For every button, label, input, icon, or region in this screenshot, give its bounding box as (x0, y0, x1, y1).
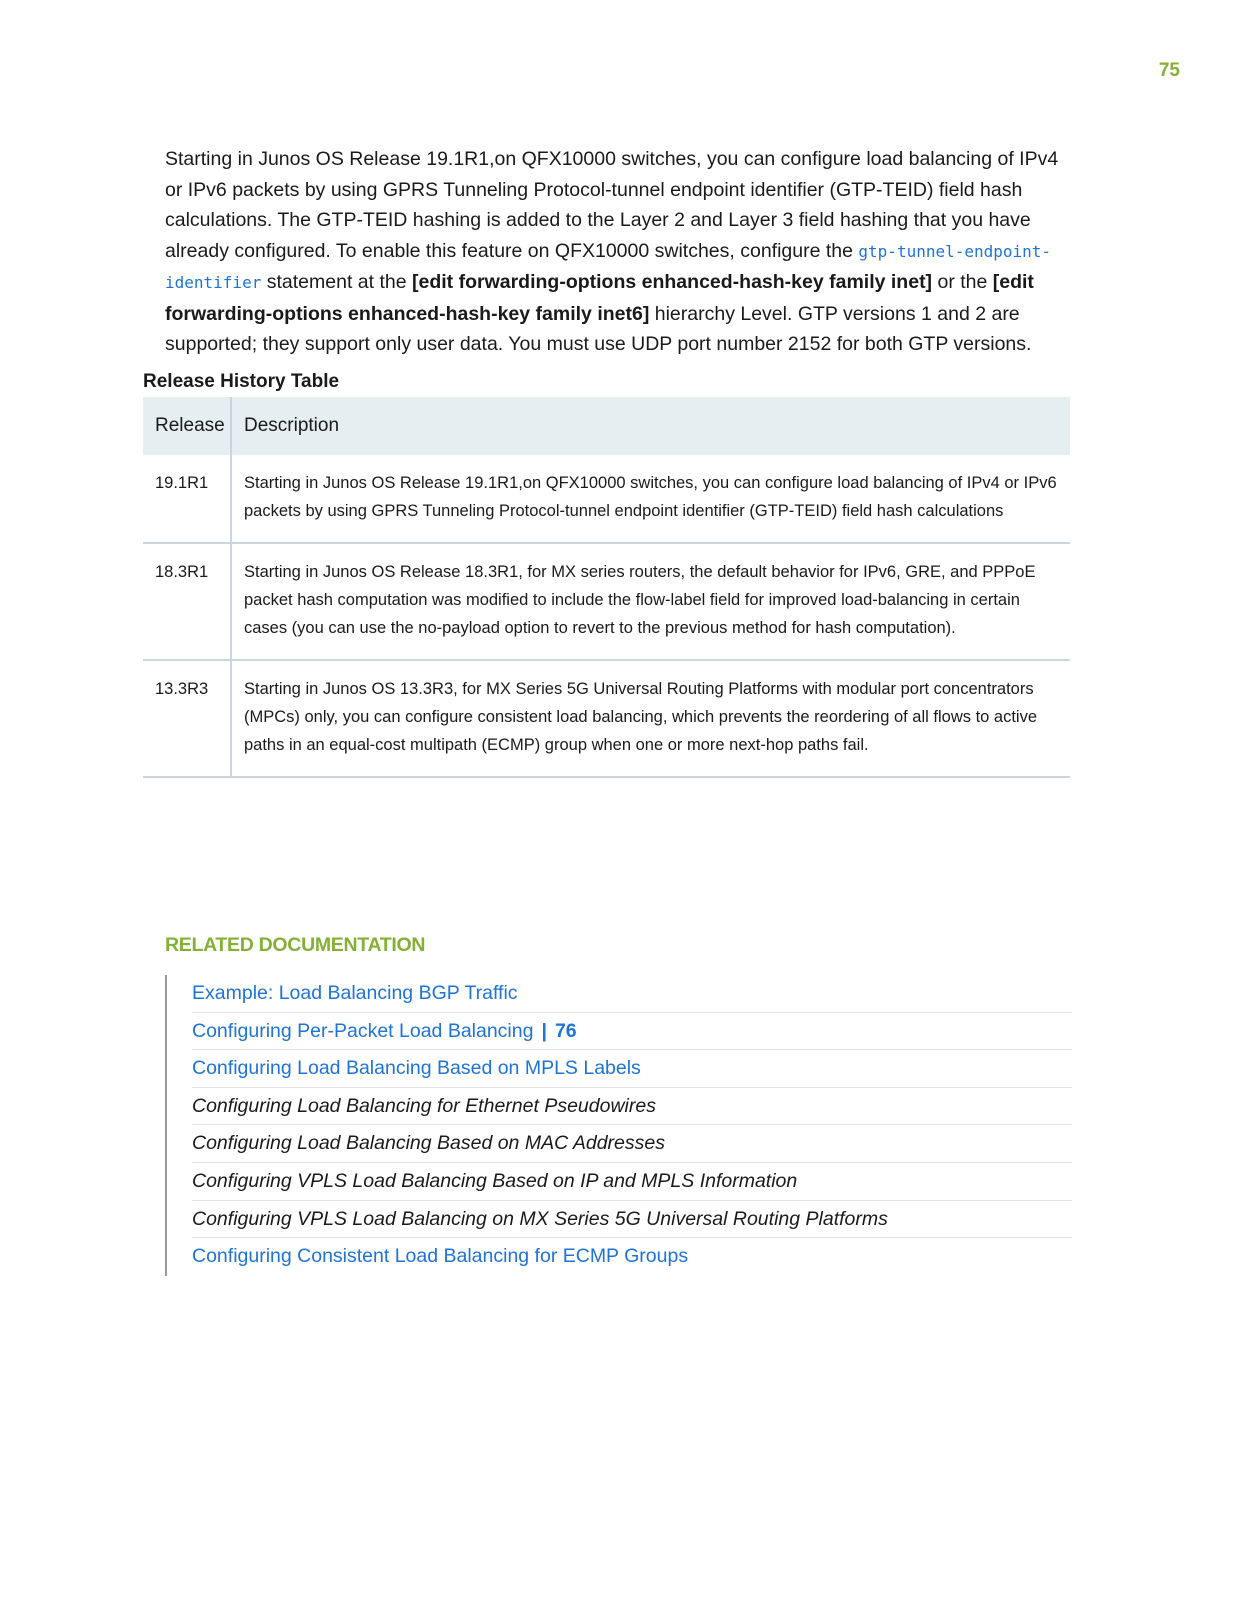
related-link-per-packet-load-balancing[interactable]: Configuring Per-Packet Load Balancing | 76 (192, 1013, 1072, 1051)
description-cell: Starting in Junos OS 13.3R3, for MX Series 5G Universal Routing Platforms with modular port concentrators (MPCs) only, you can configure consistent load balancing, which prevents the reordering of all flows to active paths in an equal-cost multipath (ECMP) group when one or more next-hop paths fail. (231, 660, 1070, 777)
description-cell: Starting in Junos OS Release 19.1R1,on QFX10000 switches, you can configure load balancing of IPv4 or IPv6 packets by using GPRS Tunneling Protocol-tunnel endpoint identifier (GTP-TEID) field hash calculations (231, 455, 1070, 543)
release-history-caption: Release History Table (143, 371, 340, 392)
related-documentation-heading: RELATED DOCUMENTATION (165, 934, 426, 956)
release-cell: 18.3R1 (143, 543, 231, 660)
page-reference: 76 (554, 1019, 577, 1042)
page-separator: | (541, 1019, 547, 1042)
hierarchy-inet6: [edit forwarding-options enhanced-hash-key family inet6] (165, 271, 1034, 325)
table-header-row (143, 397, 1070, 455)
related-documentation-list (165, 975, 1072, 1276)
intro-text-3: or the (932, 271, 993, 293)
hierarchy-inet: [edit forwarding-options enhanced-hash-key family inet] (412, 271, 933, 293)
intro-text-2: statement at the (261, 271, 412, 293)
release-cell: 13.3R3 (143, 660, 231, 777)
related-item-mac-addresses: Configuring Load Balancing Based on MAC Addresses (192, 1125, 1072, 1163)
header-description: Description (231, 397, 1070, 455)
code-gtp-tunnel-endpoint-identifier: gtp-tunnel-endpoint-identifier (165, 241, 1052, 292)
release-history-table (143, 397, 1070, 778)
intro-text-4: hierarchy Level. GTP versions 1 and 2 are supported; they support only user data. You must use UDP port number 2152 for both GTP versions. (165, 302, 1032, 355)
related-item-vpls-mx-series: Configuring VPLS Load Balancing on MX Series 5G Universal Routing Platforms (192, 1201, 1072, 1239)
header-release: Release (143, 397, 231, 455)
intro-text-1: Starting in Junos OS Release 19.1R1,on QFX10000 switches, you can configure load balancing of IPv4 or IPv6 packets by using GPRS Tunneling Protocol-tunnel endpoint identifier (GTP-TEID) field hash calculations. The GTP-TEID hashing is added to the Layer 2 and Layer 3 field hashing that you have already configured. To enable this feature on QFX10000 switches, configure the (165, 148, 1059, 262)
release-cell: 19.1R1 (143, 455, 231, 543)
related-link-bgp-load-balancing[interactable]: Example: Load Balancing BGP Traffic (192, 975, 1072, 1013)
related-link-consistent-ecmp[interactable]: Configuring Consistent Load Balancing for ECMP Groups (192, 1245, 689, 1268)
related-item-vpls-ip-mpls: Configuring VPLS Load Balancing Based on IP and MPLS Information (192, 1163, 1072, 1201)
related-item-ethernet-pseudowires: Configuring Load Balancing for Ethernet Pseudowires (192, 1088, 1072, 1126)
related-link-mpls-labels[interactable]: Configuring Load Balancing Based on MPLS Labels (192, 1050, 1072, 1088)
table-row (143, 455, 1070, 543)
table-row (143, 660, 1070, 777)
page-number: 75 (1158, 60, 1180, 81)
description-cell: Starting in Junos OS Release 18.3R1, for MX series routers, the default behavior for IPv6, GRE, and PPPoE packet hash computation was modified to include the flow-label field for improved load-balancing in certain cases (you can use the no-payload option to revert to the previous method for hash computation). (231, 543, 1070, 660)
intro-paragraph (165, 144, 1075, 360)
table-row (143, 543, 1070, 660)
